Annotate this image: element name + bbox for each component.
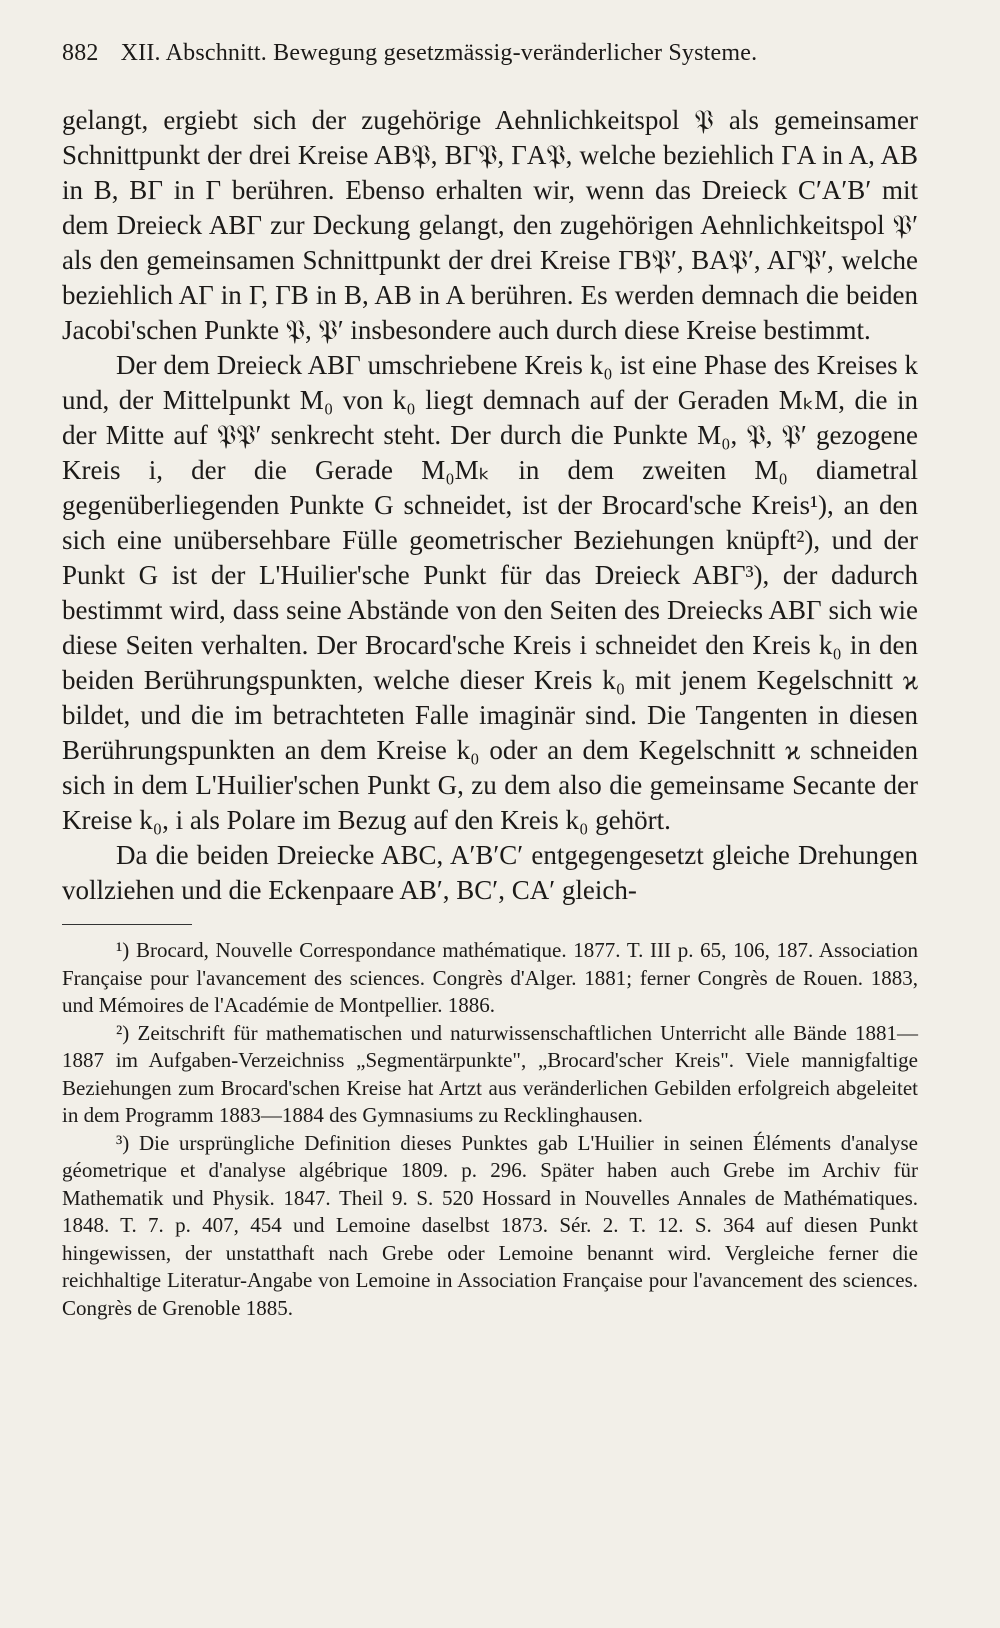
paragraph: Da die beiden Dreiecke ABC, A′B′C′ entgegengesetzt gleiche Drehungen vollziehen und die Eckenpaare AB′, BC′, CA′ gleich- (62, 840, 918, 905)
running-header (62, 40, 918, 67)
paragraph: gelangt, ergiebt sich der zugehörige Aehnlichkeitspol 𝔓 als gemeinsamer Schnittpunkt der drei Kreise AB𝔓, BΓ𝔓, ΓA𝔓, welche beziehlich ΓA in A, AB in B, BΓ in Γ berühren. Ebenso erhalten wir, wenn das Dreieck C′A′B′ mit dem Dreieck ABΓ zur Deckung gelangt, den zugehörigen Aehnlichkeitspol 𝔓′ als den gemeinsamen Schnittpunkt der drei Kreise ΓB𝔓′, BA𝔓′, AΓ𝔓′, welche beziehlich AΓ in Γ, ΓB in B, AB in A berühren. Es werden demnach die beiden Jacobi'schen Punkte 𝔓, 𝔓′ insbesondere auch durch diese Kreise bestimmt. (62, 105, 918, 345)
footnote: ³) Die ursprüngliche Definition dieses Punktes gab L'Huilier in seinen Éléments d'analyse géometrique et d'analyse algébrique 1809. p. 296. Später haben auch Grebe im Archiv für Mathematik und Physik. 1847. Theil 9. S. 520 Hossard in Nouvelles Annales de Mathématiques. 1848. T. 7. p. 407, 454 und Lemoine daselbst 1873. Sér. 2. T. 12. S. 364 auf diesen Punkt hingewissen, der unstatthaft nach Grebe oder Lemoine benannt wird. Vergleiche ferner die reichhaltige Literatur-Angabe von Lemoine in Association Française pour l'avancement des sciences. Congrès de Grenoble 1885. (62, 1130, 918, 1320)
footnote: ²) Zeitschrift für mathematischen und naturwissenschaftlichen Unterricht alle Bände 1881—1887 im Aufgaben-Verzeichniss „Segmentärpunkte", „Brocard'scher Kreis". Viele mannigfaltige Beziehungen zum Brocard'schen Kreise hat Artzt aus veränderlichen Gebilden erfolgreich abgeleitet in dem Programm 1883—1884 des Gymnasiums zu Recklinghausen. (62, 1020, 918, 1127)
page-number: 882 (62, 40, 99, 66)
footnotes (62, 937, 918, 1322)
running-title: XII. Abschnitt. Bewegung gesetzmässig-veränderlicher Systeme. (120, 40, 758, 66)
paragraph: Der dem Dreieck ABΓ umschriebene Kreis k₀ ist eine Phase des Kreises k und, der Mittelpunkt M₀ von k₀ liegt demnach auf der Geraden MₖM, die in der Mitte auf 𝔓𝔓′ senkrecht steht. Der durch die Punkte M₀, 𝔓, 𝔓′ gezogene Kreis i, der die Gerade M₀Mₖ in dem zweiten M₀ diametral gegenüberliegenden Punkte G schneidet, ist der Brocard'sche Kreis¹), an den sich eine unübersehbare Fülle geometrischer Beziehungen knüpft²), und der Punkt G ist der L'Huilier'sche Punkt für das Dreieck ABΓ³), der dadurch bestimmt wird, dass seine Abstände von den Seiten des Dreiecks ABΓ sich wie diese Seiten verhalten. Der Brocard'sche Kreis i schneidet den Kreis k₀ in den beiden Berührungspunkten, welche dieser Kreis k₀ mit jenem Kegelschnitt ϰ bildet, und die im betrachteten Falle imaginär sind. Die Tangenten in diesen Berührungspunkten an dem Kreise k₀ oder an dem Kegelschnitt ϰ schneiden sich in dem L'Huilier'schen Punkt G, zu dem also die gemeinsame Secante der Kreise k₀, i als Polare im Bezug auf den Kreis k₀ gehört. (62, 350, 918, 835)
footnote: ¹) Brocard, Nouvelle Correspondance mathématique. 1877. T. III p. 65, 106, 187. Association Française pour l'avancement des sciences. Congrès d'Alger. 1881; ferner Congrès de Rouen. 1883, und Mémoires de l'Académie de Montpellier. 1886. (62, 938, 918, 1017)
main-text (62, 103, 918, 908)
footnote-separator (62, 924, 192, 925)
